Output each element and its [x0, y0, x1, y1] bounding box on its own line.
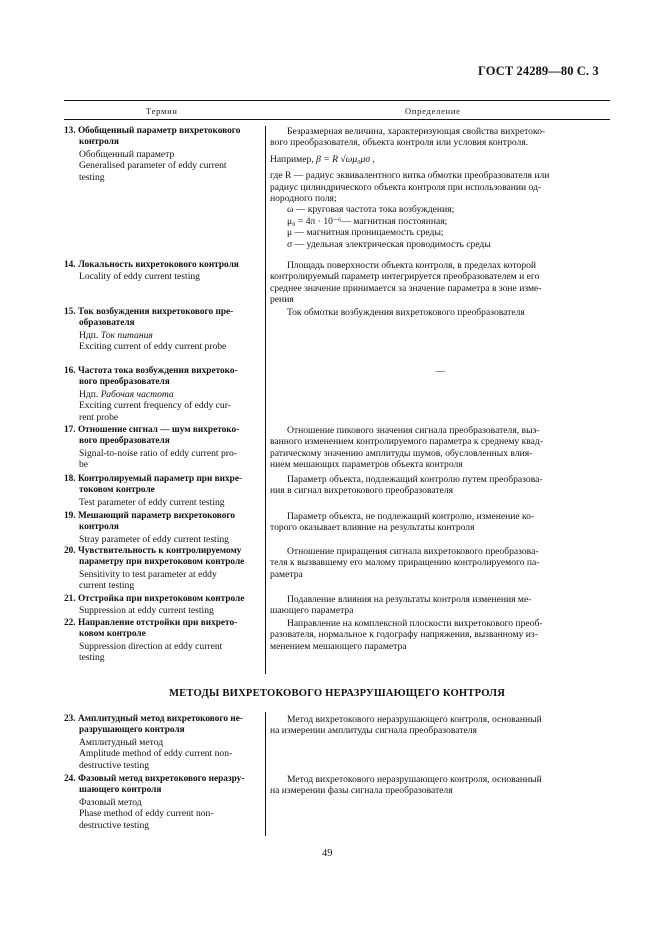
- term-english: Generalised parameter of eddy current: [79, 160, 227, 172]
- term-18: 18. Контролируемый параметр при вихре- токовом контроле Test parameter of eddy current testing: [64, 474, 243, 508]
- definition-19: Параметр объекта, не подлежащий контролю, изменение ко- торого оказывает влияние на результаты контроля: [270, 511, 535, 534]
- term-16: 16. Частота тока возбуждения вихретоко- вого преобразователя Ндп. Рабочая частота Exciting current frequency of eddy cur- rent probe: [64, 366, 238, 423]
- term-21: 21. Отстройка при вихретоковом контроле Suppression at eddy current testing: [64, 594, 245, 617]
- definition-15: Ток обмотки возбуждения вихретокового преобразователя: [287, 307, 525, 318]
- page-header: ГОСТ 24289—80 С. 3: [478, 64, 599, 78]
- formula: β = R √ωμ₀μσ ,: [316, 153, 375, 165]
- term-13: 13. Обобщенный параметр вихретокового контроля Обобщенный параметр Generalised parameter of eddy current testing: [64, 126, 260, 183]
- term-19: 19. Мешающий параметр вихретокового контроля Stray parameter of eddy current testing: [64, 511, 235, 545]
- term-synonym: Обобщенный параметр: [79, 148, 175, 160]
- method-23: 23. Амплитудный метод вихретокового не- разрушающего контроля Амплитудный метод Amplitude method of eddy current non- destructive testing: [64, 714, 243, 771]
- definition-16: —: [435, 366, 445, 377]
- page-number: 49: [322, 848, 333, 859]
- term-15: 15. Ток возбуждения вихретокового пре- образователя Ндп. Ток питания Exciting current of eddy current probe: [64, 307, 234, 353]
- term-20: 20. Чувствительность к контролируемому параметру при вихретоковом контроле Sensitivity to test parameter at eddy current testing: [64, 546, 245, 592]
- term-17: 17. Отношение сигнал — шум вихретоко- вого преобразователя Signal-to-noise ratio of eddy current pro- be: [64, 425, 240, 471]
- term-22: 22. Направление отстройки при вихрето- ковом контроле Suppression direction at eddy current testing: [64, 618, 238, 664]
- table-top-rule: [64, 100, 610, 101]
- definition-24: Метод вихретокового неразрушающего контроля, основанный на измерении фазы сигнала преобразователя: [270, 774, 542, 797]
- definition-14: Площадь поверхности объекта контроля, в пределах которой контролируемый параметр интегрируется преобразователем и его среднее значение принимается за значение параметра в зоне изме- рения: [270, 260, 542, 306]
- definition-22: Направление на комплексной плоскости вихретокового преоб- разователя, нормальное к годографу напряжения, вызванному из- менением мешающего параметра: [270, 618, 543, 652]
- column-header-definition: Определение: [405, 107, 461, 116]
- definition-13: Безразмерная величина, характеризующая свойства вихретоко- вого преобразователя, объекта контроля или условия контроля. Например, β = R √ωμ₀μσ , где R — радиус эквивалентного витка обмотки преобразователя или радиус цилиндрического объекта контроля при использовании од- нородного поля; ω — круговая частота тока возбуждения; μ₀ = 4π · 10⁻⁶— магнитная постоянная; μ — магнитная проницаемость среды; σ — удельная электрическая проводимость среды: [270, 126, 550, 250]
- section-title: МЕТОДЫ ВИХРЕТОКОВОГО НЕРАЗРУШАЮЩЕГО КОНТРОЛЯ: [168, 688, 506, 699]
- term-14: 14. Локальность вихретокового контроля Locality of eddy current testing: [64, 260, 239, 283]
- definition-17: Отношение пикового значения сигнала преобразователя, выз- ванного изменением контролируемого параметра к среднему квад- ратическому значению амплитуды шумов, обусловленных влия- нием мешающих параметров объекта контроля: [270, 425, 544, 471]
- definition-20: Отношение приращения сигнала вихретокового преобразова- теля к вызвавшему его малому приращению контролируемого па- раметра: [270, 546, 540, 580]
- method-24: 24. Фазовый метод вихретокового неразру- шающего контроля Фазовый метод Phase method of eddy current non- destructive testing: [64, 774, 245, 831]
- column-header-term: Термин: [146, 107, 178, 116]
- definition-21: Подавление влияния на результаты контроля изменения ме- шающего параметра: [270, 594, 532, 617]
- definition-18: Параметр объекта, подлежащий контролю путем преобразова- ния в сигнал вихретокового преобразователя: [270, 474, 543, 497]
- definition-23: Метод вихретокового неразрушающего контроля, основанный на измерении амплитуды сигнала преобразователя: [270, 714, 542, 737]
- column-divider-methods: [265, 712, 266, 836]
- column-divider: [265, 126, 266, 674]
- header-bottom-rule: [64, 119, 610, 120]
